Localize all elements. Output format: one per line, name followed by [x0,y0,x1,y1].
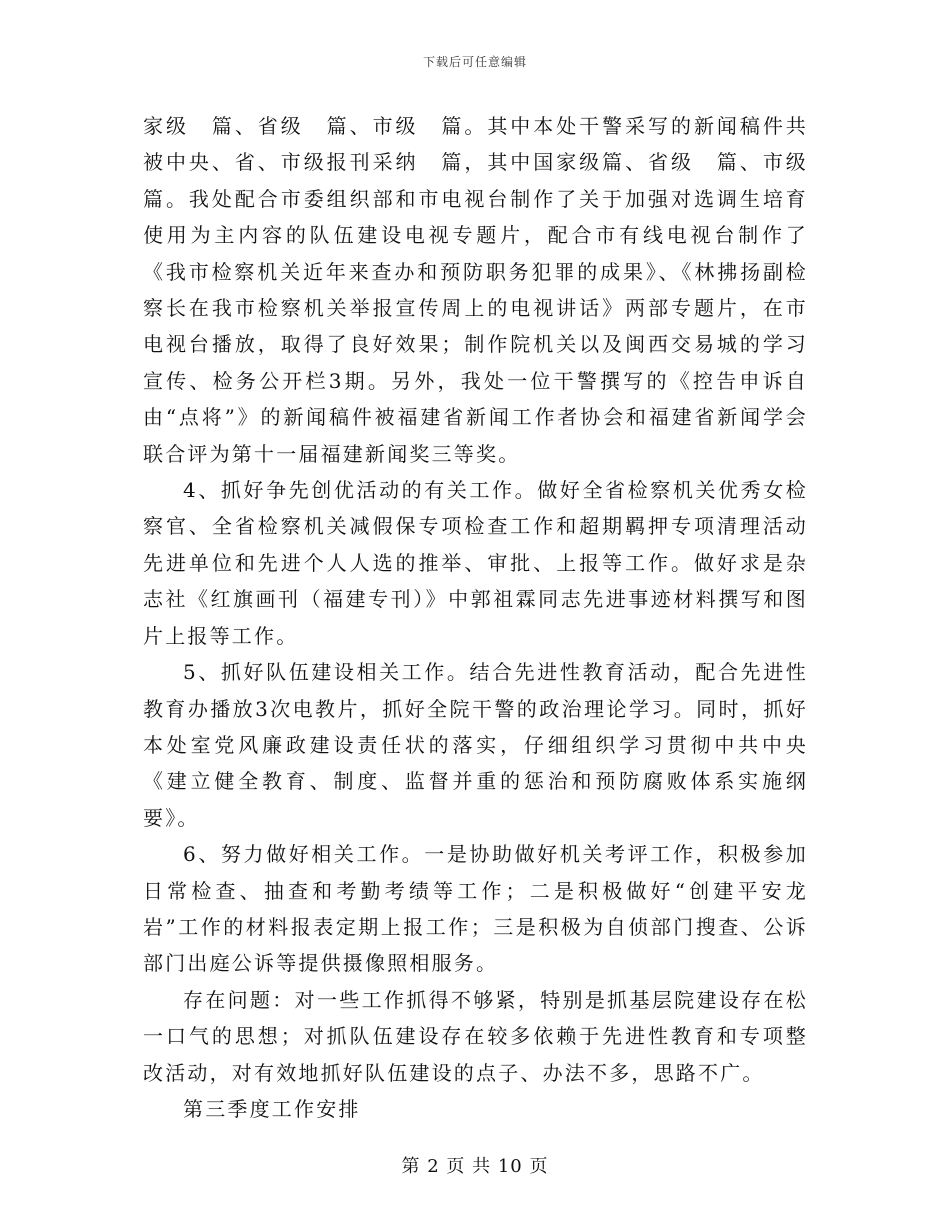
page-number-footer: 第 2 页 共 10 页 [401,1156,549,1177]
section-heading: 第三季度工作安排 [183,1096,361,1121]
paragraph-2: 4、抓好争先创优活动的有关工作。做好全省检察机关优秀女检察官、全省检察机关减假保专项检查工作和超期羁押专项清理活动先进单位和先进个人人选的推举、审批、上报等工作。做好求是杂志社《红旗画刊（福建专刊）》中郭祖霖同志先进事迹材料撰写和图片上报等工作。 [143,478,808,648]
paragraph-4: 6、努力做好相关工作。一是协助做好机关考评工作，积极参加日常检查、抽查和考勤考绩等工作；二是积极做好“创建平安龙岩”工作的材料报表定期上报工作；三是积极为自侦部门搜查、公诉部门出庭公诉等提供摄像照相服务。 [143,842,808,976]
document-body [143,108,831,1127]
paragraph-3: 5、抓好队伍建设相关工作。结合先进性教育活动，配合先进性教育办播放3次电教片，抓好全院干警的政治理论学习。同时，抓好本处室党风廉政建设责任状的落实，仔细组织学习贯彻中共中央《建立健全教育、制度、监督并重的惩治和预防腐败体系实施纲要》。 [143,660,808,830]
page-header-note: 下载后可任意编辑 [422,55,527,69]
paragraph-5: 存在问题：对一些工作抓得不够紧，特别是抓基层院建设存在松一口气的思想；对抓队伍建设存在较多依赖于先进性教育和专项整改活动，对有效地抓好队伍建设的点子、办法不多，思路不广。 [143,987,808,1085]
paragraph-1: 家级 篇、省级 篇、市级 篇。其中本处干警采写的新闻稿件共被中央、省、市级报刊采纳 篇，其中国家级篇、省级 篇、市级 篇。我处配合市委组织部和市电视台制作了关于加强对选调生培育使用为主内容的队伍建设电视专题片，配合市有线电视台制作了《我市检察机关近年来查办和预防职务犯罪的成果》、《林拂扬副检察长在我市检察机关举报宣传周上的电视讲话》两部专题片，在市电视台播放，取得了良好效果；制作院机关以及闽西交易城的学习宣传、检务公开栏3期。另外，我处一位干警撰写的《控告申诉自由“点将”》的新闻稿件被福建省新闻工作者协会和福建省新闻学会联合评为第十一届福建新闻奖三等奖。 [143,114,831,466]
